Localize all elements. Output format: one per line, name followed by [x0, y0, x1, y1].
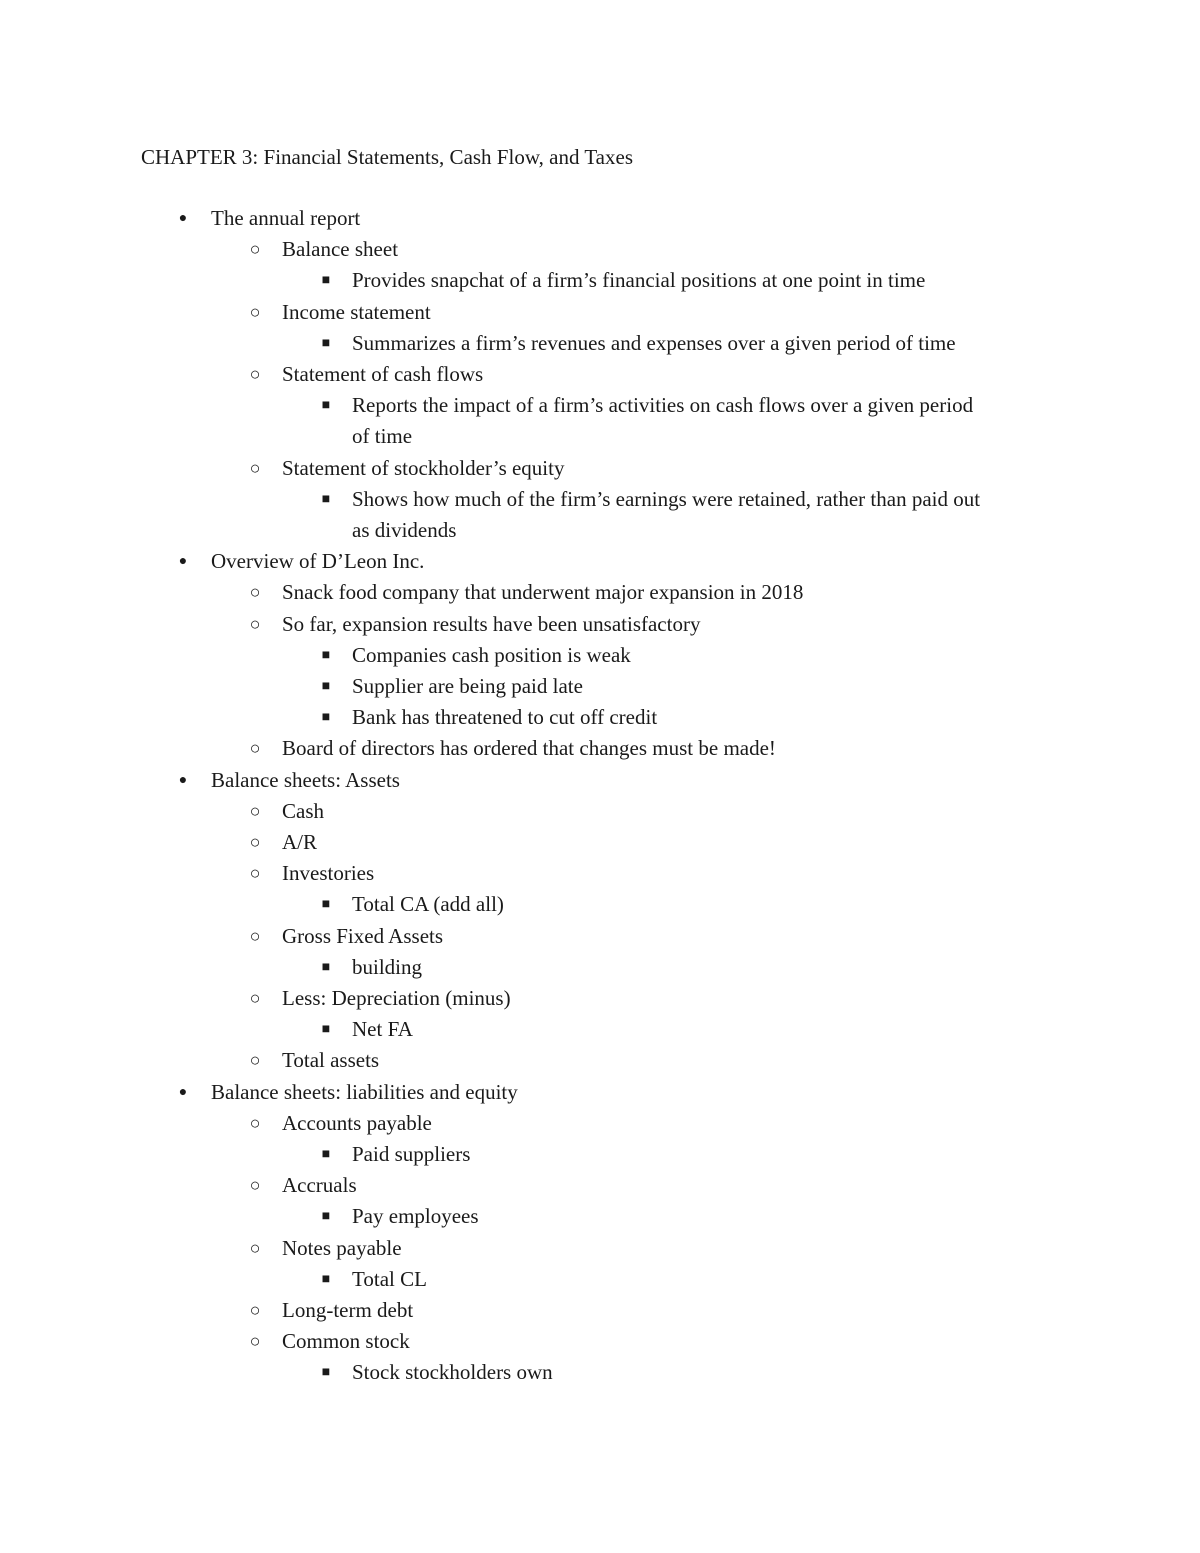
bullet-circle-icon: ○ — [249, 1300, 261, 1320]
outline-item-level-2-text: Less: Depreciation (minus) — [282, 986, 511, 1010]
bullet-disc-icon: ● — [178, 772, 188, 788]
outline-item-level-2-text: Cash — [282, 798, 324, 823]
bullet-square-icon: ■ — [321, 1271, 331, 1287]
outline-item-level-1-text: The annual report — [211, 206, 361, 230]
bullet-circle-icon: ○ — [249, 1112, 261, 1133]
outline-item-level-2-text: Common stock — [282, 1329, 410, 1354]
outline-item-level-1-text: Balance sheets: Assets — [211, 767, 400, 792]
outline-item-level-3-text: Companies cash position is weak — [352, 642, 631, 667]
bullet-square-icon: ■ — [321, 398, 331, 414]
outline-item-level-1-text: Balance sheets: liabilities and equity — [211, 1079, 518, 1104]
outline-item-level-2-text: Snack food company that underwent major expansion in 2018 — [282, 580, 804, 605]
bullet-disc-icon: ● — [178, 211, 188, 226]
bullet-square-icon: ■ — [321, 1209, 331, 1225]
bullet-square-icon: ■ — [321, 1147, 331, 1162]
outline-item-level-1-text: Overview of D’Leon Inc. — [211, 549, 425, 574]
bullet-circle-icon: ○ — [249, 239, 261, 260]
outline-item-level-3-text: Stock stockholders own — [352, 1360, 553, 1385]
outline-item-level-2-text: Notes payable — [282, 1235, 402, 1260]
outline-item-level-2-text: Income statement — [282, 299, 431, 324]
outline-item-level-2-text: Statement of cash flows — [282, 362, 484, 386]
outline-item-level-3-text: Paid suppliers — [352, 1142, 471, 1166]
outline-item-level-3-text: Net FA — [352, 1017, 413, 1042]
bullet-circle-icon: ○ — [249, 457, 261, 478]
bullet-circle-icon: ○ — [249, 1175, 261, 1196]
outline-item-level-3-text: Pay employees — [352, 1204, 479, 1229]
bullet-square-icon: ■ — [321, 1022, 331, 1038]
outline-item-level-2-text: Accruals — [282, 1173, 357, 1198]
outline-item-level-3-text: building — [352, 954, 423, 979]
outline-item-level-2-text: Investories — [282, 861, 375, 886]
outline-item-level-3-text: Summarizes a firm’s revenues and expenses over a given period of time — [352, 330, 956, 355]
bullet-circle-icon: ○ — [249, 925, 261, 946]
outline-item-level-2-text: Balance sheet — [282, 237, 399, 262]
outline-item-level-3-text: Shows how much of the firm’s earnings were retained, rather than paid out — [352, 486, 981, 511]
bullet-circle-icon: ○ — [249, 1050, 261, 1071]
page-title: CHAPTER 3: Financial Statements, Cash Flow, and Taxes — [141, 145, 633, 169]
outline-item-level-3-text: as dividends — [352, 518, 457, 542]
bullet-square-icon: ■ — [321, 335, 331, 351]
outline-item-level-2-text: Gross Fixed Assets — [282, 923, 444, 948]
bullet-square-icon: ■ — [321, 679, 331, 694]
outline-item-level-2-text: So far, expansion results have been unsatisfactory — [282, 611, 701, 636]
bullet-square-icon: ■ — [321, 1365, 331, 1381]
bullet-square-icon: ■ — [321, 897, 331, 913]
outline-item-level-3-text: Total CL — [352, 1266, 427, 1291]
bullet-circle-icon: ○ — [249, 800, 261, 821]
bullet-circle-icon: ○ — [249, 364, 261, 384]
bullet-square-icon: ■ — [321, 273, 331, 289]
outline-item-level-3-text: Bank has threatened to cut off credit — [352, 705, 658, 730]
outline-item-level-2-text: Long-term debt — [282, 1298, 414, 1322]
outline-item-level-3-text: of time — [352, 424, 413, 449]
outline-item-level-3-text: Provides snapchat of a firm’s financial positions at one point in time — [352, 268, 926, 293]
bullet-circle-icon: ○ — [249, 1331, 261, 1352]
outline-item-level-2-text: Total assets — [282, 1048, 380, 1073]
outline-item-level-2-text: Accounts payable — [282, 1110, 432, 1135]
outline-item-level-2-text: Statement of stockholder’s equity — [282, 455, 565, 480]
bullet-square-icon: ■ — [321, 647, 331, 663]
outline-item-level-3-text: Total CA (add all) — [352, 892, 504, 917]
outline-item-level-2-text: Board of directors has ordered that changes must be made! — [282, 736, 776, 761]
bullet-circle-icon: ○ — [249, 582, 261, 603]
bullet-circle-icon: ○ — [249, 738, 261, 759]
bullet-square-icon: ■ — [321, 491, 331, 507]
bullet-disc-icon: ● — [178, 554, 188, 570]
outline-item-level-3-text: Supplier are being paid late — [352, 674, 583, 698]
bullet-circle-icon: ○ — [249, 863, 261, 884]
bullet-circle-icon: ○ — [249, 613, 261, 634]
bullet-square-icon: ■ — [321, 959, 331, 975]
bullet-circle-icon: ○ — [249, 988, 261, 1008]
bullet-circle-icon: ○ — [249, 301, 261, 322]
bullet-square-icon: ■ — [321, 710, 331, 726]
bullet-disc-icon: ● — [178, 1084, 188, 1100]
bullet-circle-icon: ○ — [249, 832, 261, 852]
bullet-circle-icon: ○ — [249, 1237, 261, 1258]
outline-item-level-3-text: Reports the impact of a firm’s activities on cash flows over a given period — [352, 393, 974, 418]
outline-item-level-2-text: A/R — [282, 830, 318, 854]
